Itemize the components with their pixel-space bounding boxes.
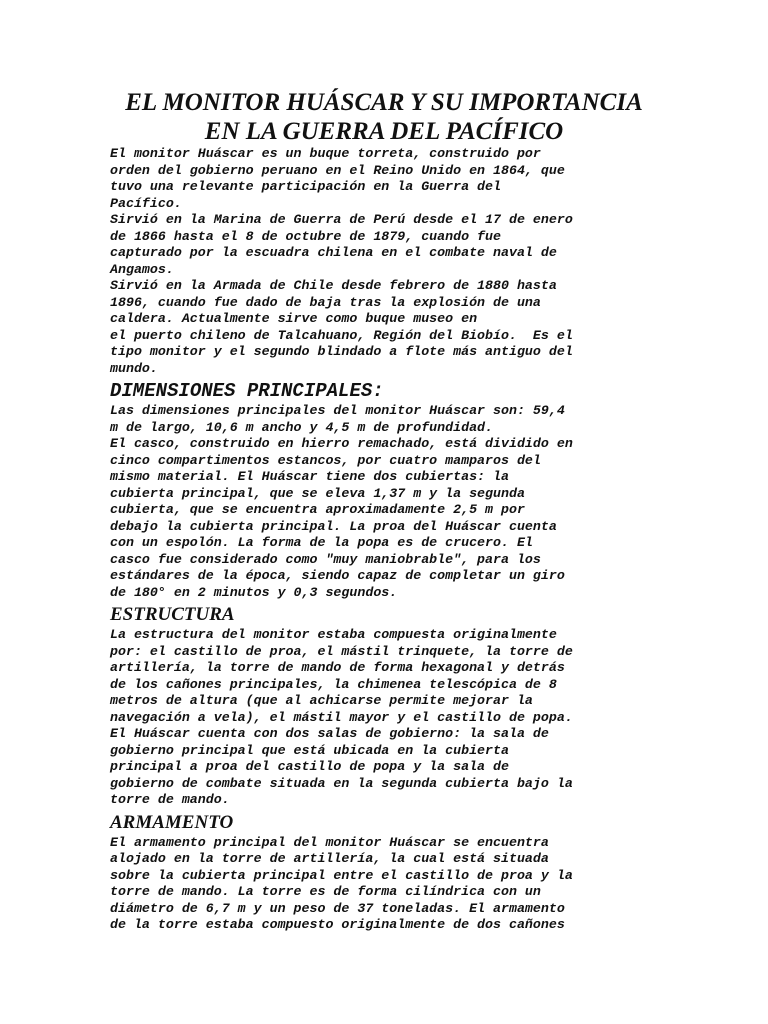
text-line: gobierno de combate situada en la segunda cubierta bajo la [110,775,573,791]
title-line: EL MONITOR HUÁSCAR Y SU IMPORTANCIA [125,89,643,116]
estructura-paragraph [110,627,658,809]
heading-dimensiones: DIMENSIONES PRINCIPALES: [110,380,384,402]
text-line: Las dimensiones principales del monitor Huáscar son: 59,4 [110,403,565,418]
text-line: casco fue considerado como "muy maniobrable", para los [110,551,541,567]
text-line: Sirvió en la Marina de Guerra de Perú desde el 17 de enero [110,212,573,227]
heading-estructura: ESTRUCTURA [110,604,235,625]
text-line: mundo. [110,360,158,376]
text-line: El Huáscar cuenta con dos salas de gobierno: la sala de [110,726,549,741]
document-page [110,88,658,934]
text-line: Sirvió en la Armada de Chile desde febrero de 1880 hasta [110,278,557,293]
text-line: principal a proa del castillo de popa y la sala de [110,759,509,774]
text-line: por: el castillo de proa, el mástil trinquete, la torre de [110,643,573,659]
text-line: orden del gobierno peruano en el Reino Unido en 1864, que [110,162,565,178]
text-line: diámetro de 6,7 m y un peso de 37 toneladas. El armamento [110,900,565,916]
text-line: torre de mando. [110,792,230,807]
text-line: artillería, la torre de mando de forma hexagonal y detrás [110,660,565,675]
text-line: de los cañones principales, la chimenea telescópica de 8 [110,676,557,692]
document-title [110,88,658,146]
text-line: gobierno principal que está ubicada en la cubierta [110,742,509,758]
text-line: Pacífico. [110,195,182,211]
text-line: el puerto chileno de Talcahuano, Región del Biobío. Es el [110,327,573,343]
text-line: mismo material. El Huáscar tiene dos cubiertas: la [110,469,509,484]
text-line: navegación a vela), el mástil mayor y el castillo de popa. [110,709,573,725]
title-line: EN LA GUERRA DEL PACÍFICO [204,118,564,145]
text-line: cubierta principal, que se eleva 1,37 m y la segunda [110,485,525,501]
text-line: cubierta, que se encuentra aproximadamente 2,5 m por [110,502,525,517]
text-line: El casco, construido en hierro remachado, está dividido en [110,436,573,451]
text-line: alojado en la torre de artillería, la cual está situada [110,851,549,866]
text-line: cinco compartimentos estancos, por cuatro mamparos del [110,452,541,468]
text-line: La estructura del monitor estaba compuesta originalmente [110,627,557,642]
text-line: de 180° en 2 minutos y 0,3 segundos. [110,584,398,600]
text-line: caldera. Actualmente sirve como buque museo en [110,311,478,326]
text-line: de la torre estaba compuesto originalmente de dos cañones [110,917,565,932]
text-line: de 1866 hasta el 8 de octubre de 1879, cuando fue [110,228,501,244]
text-line: debajo la cubierta principal. La proa del Huáscar cuenta [110,518,557,534]
text-line: torre de mando. La torre es de forma cilíndrica con un [110,884,541,899]
text-line: El monitor Huáscar es un buque torreta, construido por [110,146,541,161]
text-line: 1896, cuando fue dado de baja tras la explosión de una [110,294,541,310]
text-line: estándares de la época, siendo capaz de completar un giro [110,568,565,583]
text-line: con un espolón. La forma de la popa es de crucero. El [110,535,533,550]
text-line: tipo monitor y el segundo blindado a flote más antiguo del [110,344,573,359]
text-line: metros de altura (que al achicarse permite mejorar la [110,693,533,708]
dimensiones-paragraph [110,403,658,601]
text-line: m de largo, 10,6 m ancho y 4,5 m de profundidad. [110,419,494,435]
text-line: tuvo una relevante participación en la Guerra del [110,179,501,194]
text-line: capturado por la escuadra chilena en el combate naval de [110,245,557,260]
armamento-paragraph [110,835,658,934]
text-line: sobre la cubierta principal entre el castillo de proa y la [110,867,573,883]
heading-armamento: ARMAMENTO [110,811,234,833]
intro-paragraph [110,146,658,377]
text-line: El armamento principal del monitor Huáscar se encuentra [110,834,549,850]
text-line: Angamos. [110,261,174,277]
